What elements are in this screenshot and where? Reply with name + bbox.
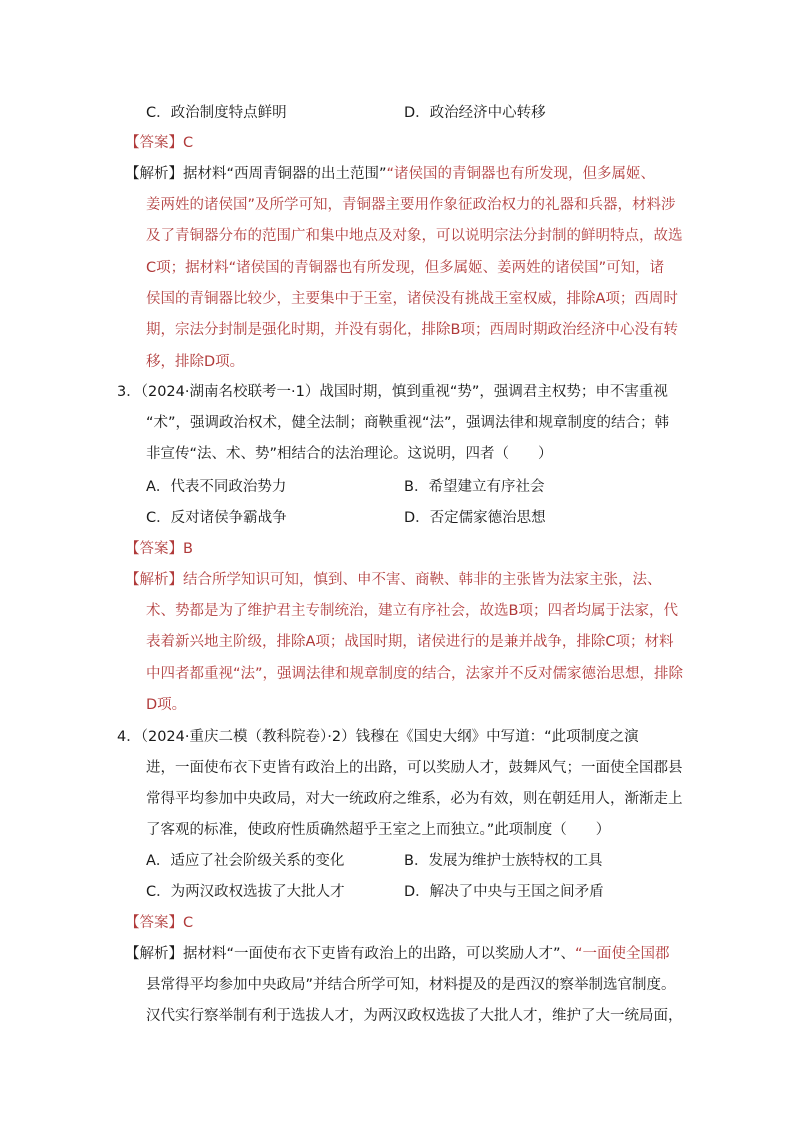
q2-answer: 【答案】C [125, 135, 194, 151]
q3-option-a: A．代表不同政治势力 [146, 479, 287, 495]
q2-option-c: C．政治制度特点鲜明 [146, 105, 287, 121]
q3-analysis-line-1: 【解析】结合所学知识可知，慎到、申不害、商鞅、韩非的主张皆为法家主张，法、 [125, 572, 662, 588]
q4-stem-line-1: 4．（2024·重庆二模（教科院卷）·2）钱穆在《国史大纲》中写道：“此项制度之演 [117, 729, 639, 745]
q3-analysis-line-3: 表着新兴地主阶级，排除A项；战国时期，诸侯进行的是兼并战争，排除C项；材料 [146, 634, 674, 650]
q4-stem-line-4: 了客观的标准，使政府性质确然超乎王室之上而独立。”此项制度（ ） [146, 822, 611, 838]
q2-option-d: D．政治经济中心转移 [404, 105, 546, 121]
q3-stem-line-2: “术”，强调政治权术，健全法制；商鞅重视“法”，强调法律和规章制度的结合；韩 [146, 415, 670, 431]
q4-analysis-line-1 [125, 944, 670, 964]
q4-analysis-segment: 县常得平均参加中央政局”并结合所学可知，材料提及的是西汉的察举制选官制度。 [146, 977, 676, 993]
q3-stem-line-1: 3．（2024·湖南名校联考一·1）战国时期，慎到重视“势”，强调君主权势；申不害重视 [117, 384, 668, 400]
q2-analysis-segment: 姜两姓的诸侯国”及所学可知，青铜器主要用作象征政治权力的礼器和兵器，材料涉 [146, 197, 676, 213]
q2-analysis-segment: “诸侯国的青铜器也有所发现，但多属姬、 [386, 166, 656, 182]
q2-analysis-segment: C项；据材料“诸侯国的青铜器也有所发现，但多属姬、姜两姓的诸侯国”可知，诸 [146, 260, 665, 276]
q2-analysis-segment: 【解析】据材料“西周青铜器的出土范围” [125, 166, 387, 182]
q3-analysis-line-2: 术、势都是为了维护君主专制统治，建立有序社会，故选B项；四者均属于法家，代 [146, 603, 678, 619]
q2-analysis-segment: 期，宗法分封制是强化时期，并没有弱化，排除B项；西周时期政治经济中心没有转 [146, 322, 678, 338]
q4-answer: 【答案】C [125, 915, 194, 931]
q2-analysis-line-4 [146, 258, 664, 278]
q4-analysis-line-2 [146, 975, 676, 995]
q2-analysis-segment: 侯国的青铜器比较少，主要集中于王室，诸侯没有挑战王室权威，排除A项；西周时 [146, 291, 678, 307]
q4-analysis-segment: 汉代实行察举制有利于选拔人才，为两汉政权选拔了大批人才，维护了大一统局面， [146, 1008, 683, 1024]
q2-analysis-line-7 [146, 352, 244, 372]
q4-option-c: C．为两汉政权选拔了大批人才 [146, 884, 345, 900]
q2-analysis-line-6 [146, 320, 678, 340]
q3-analysis-line-4: 中四者都重视“法”，强调法律和规章制度的结合，法家并不反对儒家德治思想，排除 [146, 666, 684, 682]
q4-stem-line-3: 常得平均参加中央政局，对大一统政府之维系，必为有效，则在朝廷用人，渐渐走上 [146, 791, 683, 807]
q4-option-d: D．解决了中央与王国之间矛盾 [404, 884, 604, 900]
q4-analysis-segment: 【解析】据材料“一面使布衣下吏皆有政治上的出路，可以奖励人才”、 [125, 946, 576, 962]
q4-analysis-segment: “一面使全国郡 [575, 946, 670, 962]
q2-analysis-segment: 及了青铜器分布的范围广和集中地点及对象，可以说明宗法分封制的鲜明特点，故选 [146, 228, 683, 244]
q3-option-d: D．否定儒家德治思想 [404, 510, 546, 526]
q3-analysis-line-5: D项。 [146, 697, 187, 713]
q3-option-b: B．希望建立有序社会 [404, 479, 545, 495]
q4-analysis-line-3 [146, 1006, 683, 1026]
q4-option-a: A．适应了社会阶级关系的变化 [146, 853, 345, 869]
q2-analysis-line-3 [146, 226, 683, 246]
q2-analysis-segment: 移，排除D项。 [146, 354, 245, 370]
q4-option-b: B．发展为维护士族特权的工具 [404, 853, 603, 869]
q3-option-c: C．反对诸侯争霸战争 [146, 510, 287, 526]
q3-answer: 【答案】B [125, 541, 193, 557]
q2-analysis-line-5 [146, 289, 678, 309]
q2-analysis-line-2 [146, 195, 676, 215]
q4-stem-line-2: 进，一面使布衣下吏皆有政治上的出路，可以奖励人才，鼓舞风气；一面使全国郡县 [146, 760, 683, 776]
q2-analysis-line-1 [125, 164, 655, 184]
q3-stem-line-3: 非宣传“法、术、势”相结合的法治理论。这说明，四者（ ） [146, 446, 553, 462]
